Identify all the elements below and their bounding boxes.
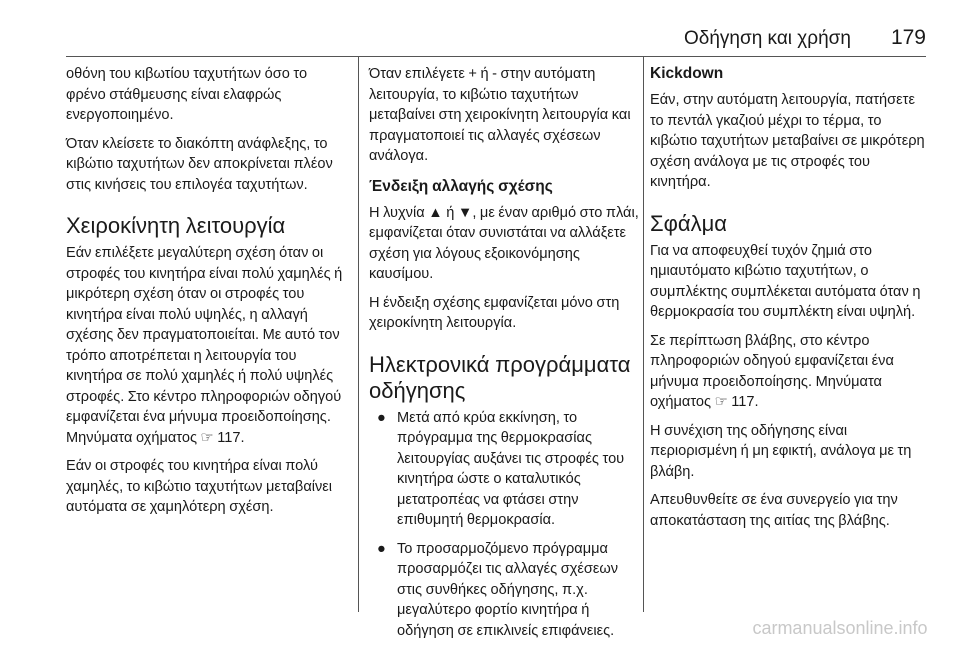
- bullet-icon: ●: [377, 540, 386, 557]
- column-divider-2: [643, 57, 644, 612]
- list-item: [369, 408, 639, 531]
- bullet-list: [369, 408, 639, 642]
- header-rule: [66, 56, 926, 57]
- column-2: [369, 64, 639, 649]
- list-item: [369, 539, 639, 642]
- paragraph: Εάν επιλέξετε μεγαλύτερη σχέση όταν οι στροφές του κινητήρα είναι πολύ χαμηλές ή μικρότερη σχέση όταν οι στροφές του κινητήρα είναι πολύ υψηλές, η αλλαγή σχέσης δεν πραγματοποιείται. Με αυτό τον τρόπο αποτρέπεται η λειτουργία του κινητήρα σε πολύ χαμηλές ή πολύ υψηλές στροφές. Στο κέντρο πληροφοριών οδηγού εμφανίζεται ένα μήνυμα προειδοποίησης. Μηνύματα οχήματος ☞ 117.: [66, 245, 343, 446]
- column-divider-1: [358, 57, 359, 612]
- paragraph: οθόνη του κιβωτίου ταχυτήτων όσο το φρένο στάθμευσης είναι ελαφρώς ενεργοποιημένο.: [66, 66, 308, 123]
- paragraph: Απευθυνθείτε σε ένα συνεργείο για την αποκατάσταση της αιτίας της βλάβης.: [650, 492, 898, 529]
- column-1: [66, 64, 348, 526]
- paragraph: Η ένδειξη σχέσης εμφανίζεται μόνο στη χειροκίνητη λειτουργία.: [369, 294, 620, 331]
- list-item-text: Μετά από κρύα εκκίνηση, το πρόγραμμα της θερμοκρασίας λειτουργίας αυξάνει τις στροφές του κινητήρα ώστε ο καταλυτικός μετατροπέας να φτάσει στην επιθυμητή θερμοκρασία.: [397, 409, 625, 528]
- subheading-kickdown: Kickdown: [650, 65, 724, 82]
- paragraph: Η λυχνία ▲ ή ▼, με έναν αριθμό στο πλάι, εμφανίζεται όταν συνιστάται να αλλάξετε σχέση για λόγους εξοικονόμησης καυσίμου.: [369, 204, 639, 282]
- paragraph: Για να αποφευχθεί τυχόν ζημιά στο ημιαυτόματο κιβώτιο ταχυτήτων, ο συμπλέκτης συμπλέκεται αυτόματα όταν η θερμοκρασία του συμπλέκτη είναι υψηλή.: [650, 242, 921, 320]
- paragraph: Σε περίπτωση βλάβης, στο κέντρο πληροφοριών οδηγού εμφανίζεται ένα μήνυμα προειδοποίησης. Μηνύματα οχήματος ☞ 117.: [650, 332, 894, 410]
- list-item-text: Το προσαρμοζόμενο πρόγραμμα προσαρμόζει τις αλλαγές σχέσεων στις συνθήκες οδήγησης, π.χ. μεγαλύτερο φορτίο κινητήρα ή οδήγηση σε επικλινείς επιφάνειες.: [397, 540, 619, 639]
- section-heading-driving-programs: Ηλεκτρονικά προγράμματα οδήγησης: [369, 351, 631, 403]
- paragraph: Εάν, στην αυτόματη λειτουργία, πατήσετε το πεντάλ γκαζιού μέχρι το τέρμα, το κιβώτιο ταχυτήτων μεταβαίνει σε μικρότερη σχέση ανάλογα με τις στροφές του κινητήρα.: [650, 92, 925, 190]
- bullet-icon: ●: [377, 409, 386, 426]
- column-3: [650, 64, 926, 539]
- paragraph: Η συνέχιση της οδήγησης είναι περιορισμένη ή μη εφικτή, ανάλογα με τη βλάβη.: [650, 422, 912, 480]
- subheading-shift-indicator: Ένδειξη αλλαγής σχέσης: [369, 177, 553, 195]
- page-header: [66, 28, 926, 48]
- paragraph: Όταν επιλέγετε + ή - στην αυτόματη λειτουργία, το κιβώτιο ταχυτήτων μεταβαίνει στη χειροκίνητη λειτουργία και πραγματοποιεί τις αλλαγές σχέσεων ανάλογα.: [369, 66, 631, 164]
- paragraph: Εάν οι στροφές του κινητήρα είναι πολύ χαμηλές, το κιβώτιο ταχυτήτων μεταβαίνει αυτόματα σε χαμηλότερη σχέση.: [66, 458, 333, 515]
- running-title: Οδήγηση και χρήση: [683, 28, 851, 49]
- section-heading-fault: Σφάλμα: [650, 210, 727, 236]
- section-heading-manual-mode: Χειροκίνητη λειτουργία: [66, 213, 286, 238]
- paragraph: Όταν κλείσετε το διακόπτη ανάφλεξης, το κιβώτιο ταχυτήτων δεν αποκρίνεται πλέον στις κινήσεις του επιλογέα ταχυτήτων.: [66, 135, 333, 193]
- watermark: carmanualsonline.info: [752, 618, 928, 638]
- page-number: 179: [890, 26, 926, 49]
